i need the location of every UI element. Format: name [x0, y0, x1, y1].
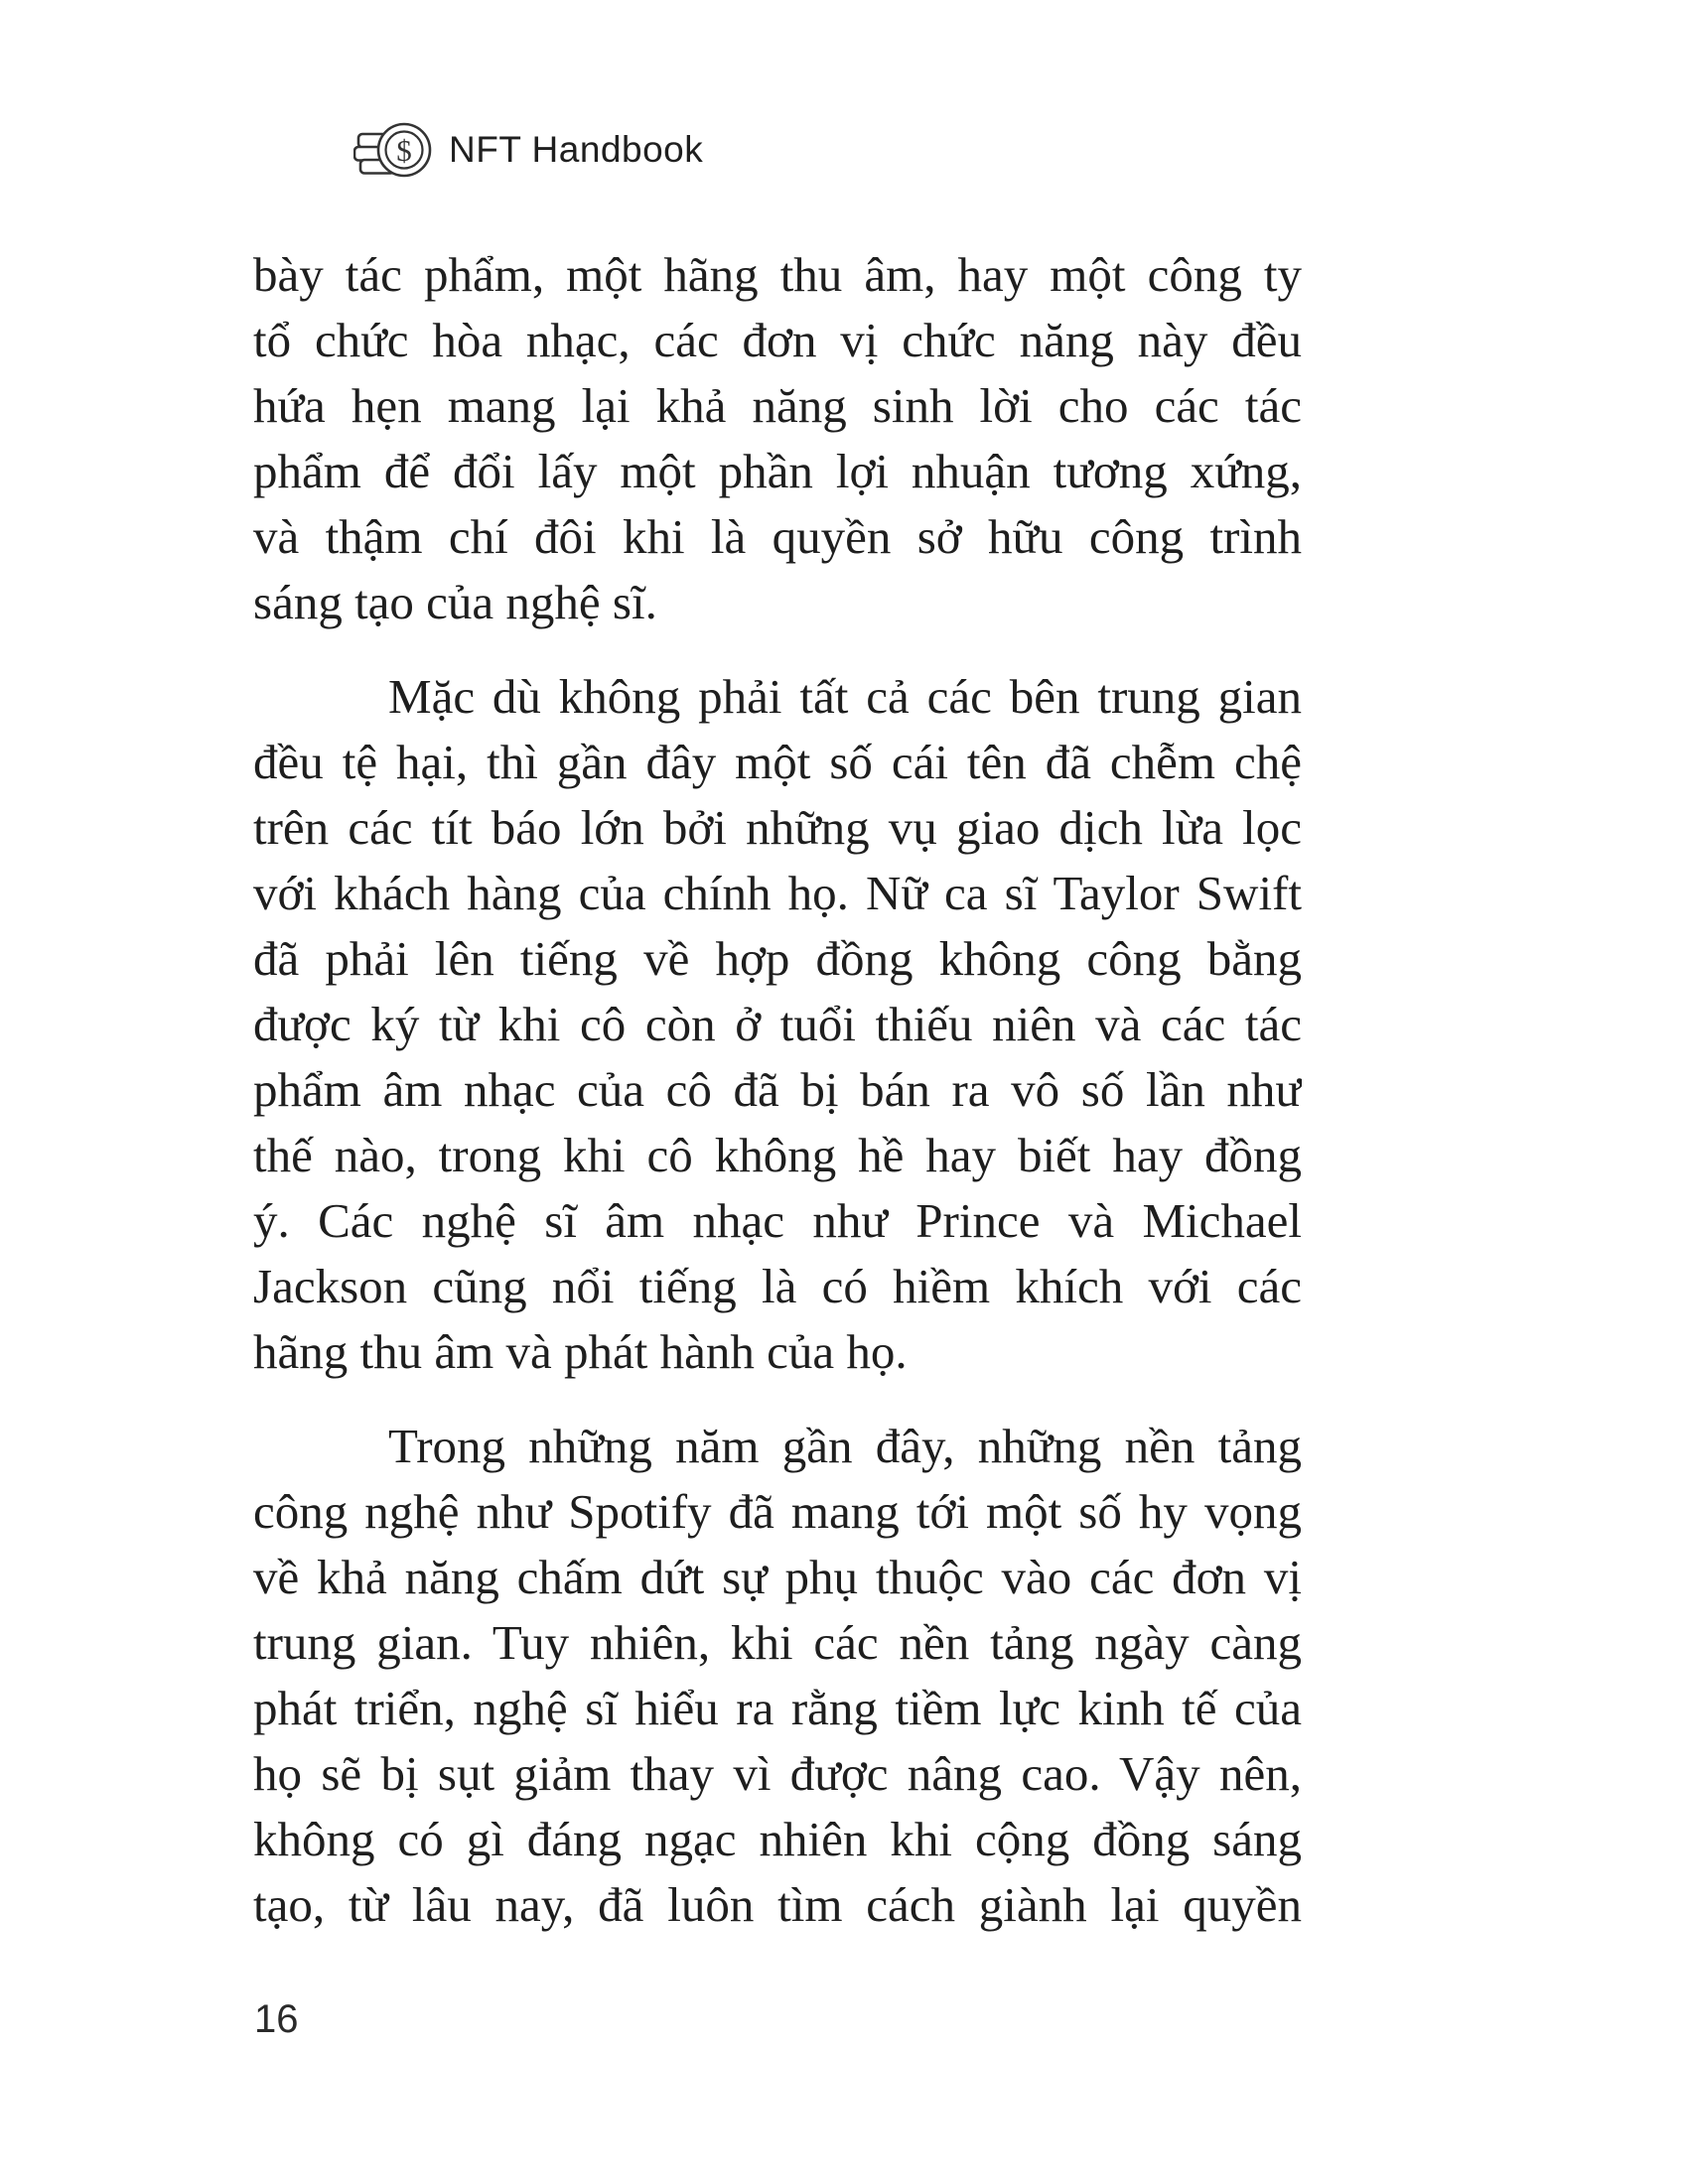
- paragraph-2: [253, 664, 1302, 1385]
- text-line: trên các tít báo lớn bởi những vụ giao dịch lừa lọc: [253, 800, 1302, 855]
- text-line: Mặc dù không phải tất cả các bên trung gian: [388, 669, 1302, 724]
- text-line: không có gì đáng ngạc nhiên khi cộng đồng sáng: [253, 1812, 1302, 1866]
- body-text: [253, 242, 1302, 1967]
- text-line: phẩm để đổi lấy một phần lợi nhuận tương xứng,: [253, 444, 1302, 498]
- text-line: thế nào, trong khi cô không hề hay biết hay đồng: [253, 1128, 1302, 1182]
- text-line: phẩm âm nhạc của cô đã bị bán ra vô số lần như: [253, 1062, 1302, 1117]
- text-line: họ sẽ bị sụt giảm thay vì được nâng cao. Vậy nên,: [253, 1746, 1302, 1801]
- text-line: phát triển, nghệ sĩ hiểu ra rằng tiềm lực kinh tế của: [253, 1681, 1302, 1735]
- page-number: 16: [254, 1997, 299, 2041]
- text-line: được ký từ khi cô còn ở tuổi thiếu niên và các tác: [253, 997, 1302, 1051]
- paragraph-1: [253, 242, 1302, 635]
- text-line: tạo, từ lâu nay, đã luôn tìm cách giành lại quyền: [253, 1877, 1302, 1932]
- text-line: sáng tạo của nghệ sĩ.: [253, 575, 657, 629]
- running-header: [353, 119, 703, 181]
- text-line: trung gian. Tuy nhiên, khi các nền tảng ngày càng: [253, 1615, 1302, 1670]
- text-line: và thậm chí đôi khi là quyền sở hữu công trình: [253, 509, 1302, 564]
- text-line: tổ chức hòa nhạc, các đơn vị chức năng này đều: [253, 313, 1302, 367]
- text-line: về khả năng chấm dứt sự phụ thuộc vào các đơn vị: [253, 1550, 1302, 1604]
- text-line: đều tệ hại, thì gần đây một số cái tên đã chễm chệ: [253, 735, 1302, 789]
- text-line: ý. Các nghệ sĩ âm nhạc như Prince và Michael: [253, 1193, 1302, 1248]
- text-line: đã phải lên tiếng về hợp đồng không công bằng: [253, 931, 1302, 986]
- text-line: Trong những năm gần đây, những nền tảng: [388, 1419, 1302, 1473]
- text-line: bày tác phẩm, một hãng thu âm, hay một công ty: [253, 247, 1302, 302]
- text-line: Jackson cũng nổi tiếng là có hiềm khích với các: [253, 1259, 1302, 1313]
- book-title: NFT Handbook: [449, 129, 704, 170]
- text-line: công nghệ như Spotify đã mang tới một số hy vọng: [253, 1484, 1302, 1539]
- text-line: hứa hẹn mang lại khả năng sinh lời cho các tác: [253, 378, 1302, 433]
- text-line: với khách hàng của chính họ. Nữ ca sĩ Taylor Swift: [253, 866, 1302, 920]
- text-line: hãng thu âm và phát hành của họ.: [253, 1324, 908, 1379]
- paragraph-3: [253, 1414, 1302, 1938]
- dollar-glyph: $: [396, 133, 412, 168]
- coin-stack-icon: [353, 120, 433, 180]
